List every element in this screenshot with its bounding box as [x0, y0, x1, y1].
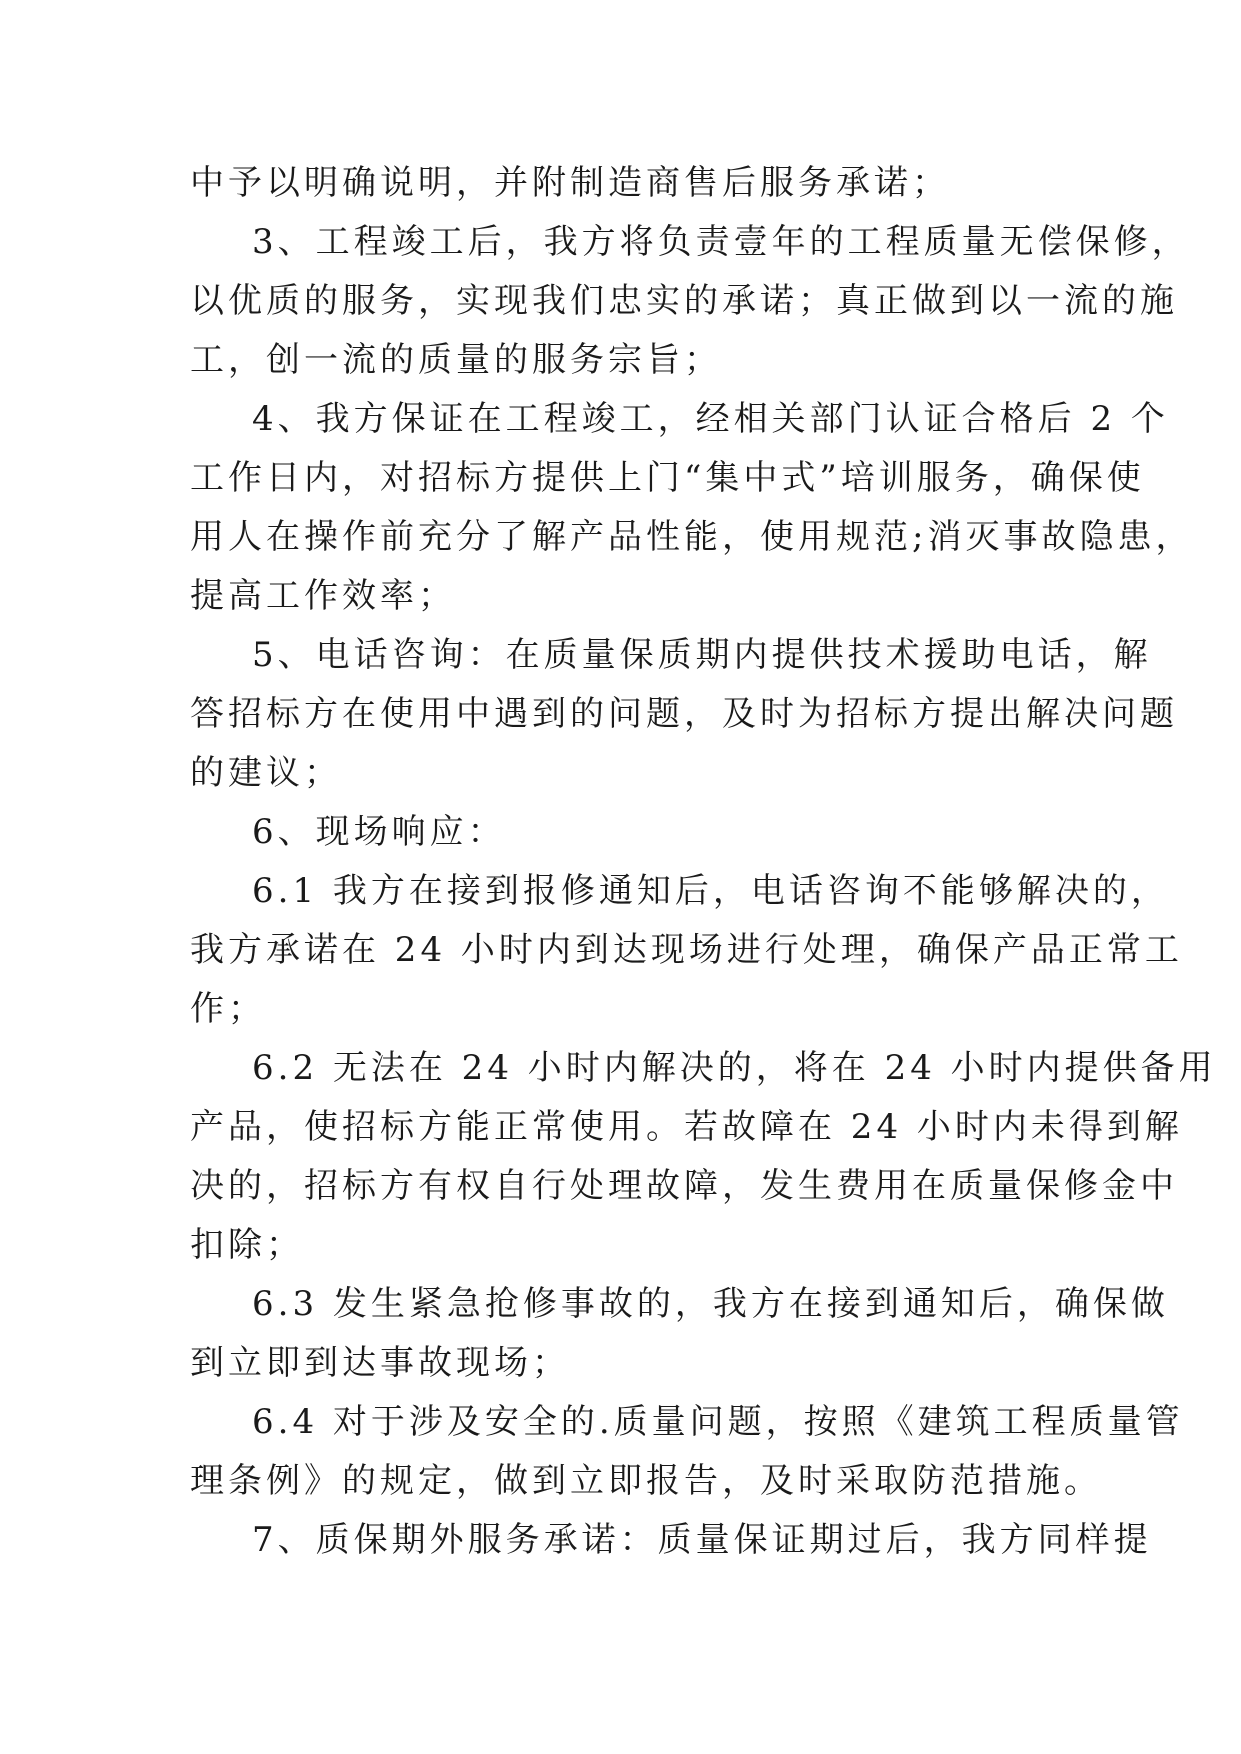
document-body — [190, 154, 1217, 1570]
document-line: 中予以明确说明，并附制造商售后服务承诺； — [190, 163, 950, 203]
document-line: 我方承诺在 24 小时内到达现场进行处理，确保产品正常工 — [190, 930, 1183, 970]
document-line: 6.2 无法在 24 小时内解决的，将在 24 小时内提供备用 — [252, 1048, 1217, 1088]
document-line: 作； — [190, 989, 266, 1029]
document-line: 产品，使招标方能正常使用。若故障在 24 小时内未得到解 — [190, 1107, 1183, 1147]
document-line: 用人在操作前充分了解产品性能，使用规范;消灭事故隐患， — [190, 517, 1194, 557]
document-line: 4、我方保证在工程竣工，经相关部门认证合格后 2 个 — [252, 399, 1169, 439]
document-line: 理条例》的规定，做到立即报告，及时采取防范措施。 — [190, 1461, 1102, 1501]
document-line: 答招标方在使用中遇到的问题，及时为招标方提出解决问题 — [190, 694, 1178, 734]
document-line: 7、质保期外服务承诺：质量保证期过后，我方同样提 — [252, 1520, 1152, 1560]
document-line: 决的，招标方有权自行处理故障，发生费用在质量保修金中 — [190, 1166, 1178, 1206]
document-line: 工，创一流的质量的服务宗旨； — [190, 340, 722, 380]
document-line: 扣除； — [190, 1225, 304, 1265]
document-line: 工作日内，对招标方提供上门“集中式”培训服务，确保使 — [190, 458, 1145, 498]
document-line: 到立即到达事故现场； — [190, 1343, 570, 1383]
document-line: 3、工程竣工后，我方将负责壹年的工程质量无偿保修， — [252, 222, 1190, 262]
document-line: 6.1 我方在接到报修通知后，电话咨询不能够解决的， — [252, 871, 1169, 911]
document-line: 6、现场响应： — [252, 812, 506, 852]
document-line: 以优质的服务，实现我们忠实的承诺；真正做到以一流的施 — [190, 281, 1178, 321]
document-line: 6.3 发生紧急抢修事故的，我方在接到通知后，确保做 — [252, 1284, 1169, 1324]
document-line: 提高工作效率； — [190, 576, 456, 616]
document-line: 5、电话咨询：在质量保质期内提供技术援助电话，解 — [252, 635, 1152, 675]
document-line: 的建议； — [190, 753, 342, 793]
document-line: 6.4 对于涉及安全的.质量问题，按照《建筑工程质量管 — [252, 1402, 1184, 1442]
